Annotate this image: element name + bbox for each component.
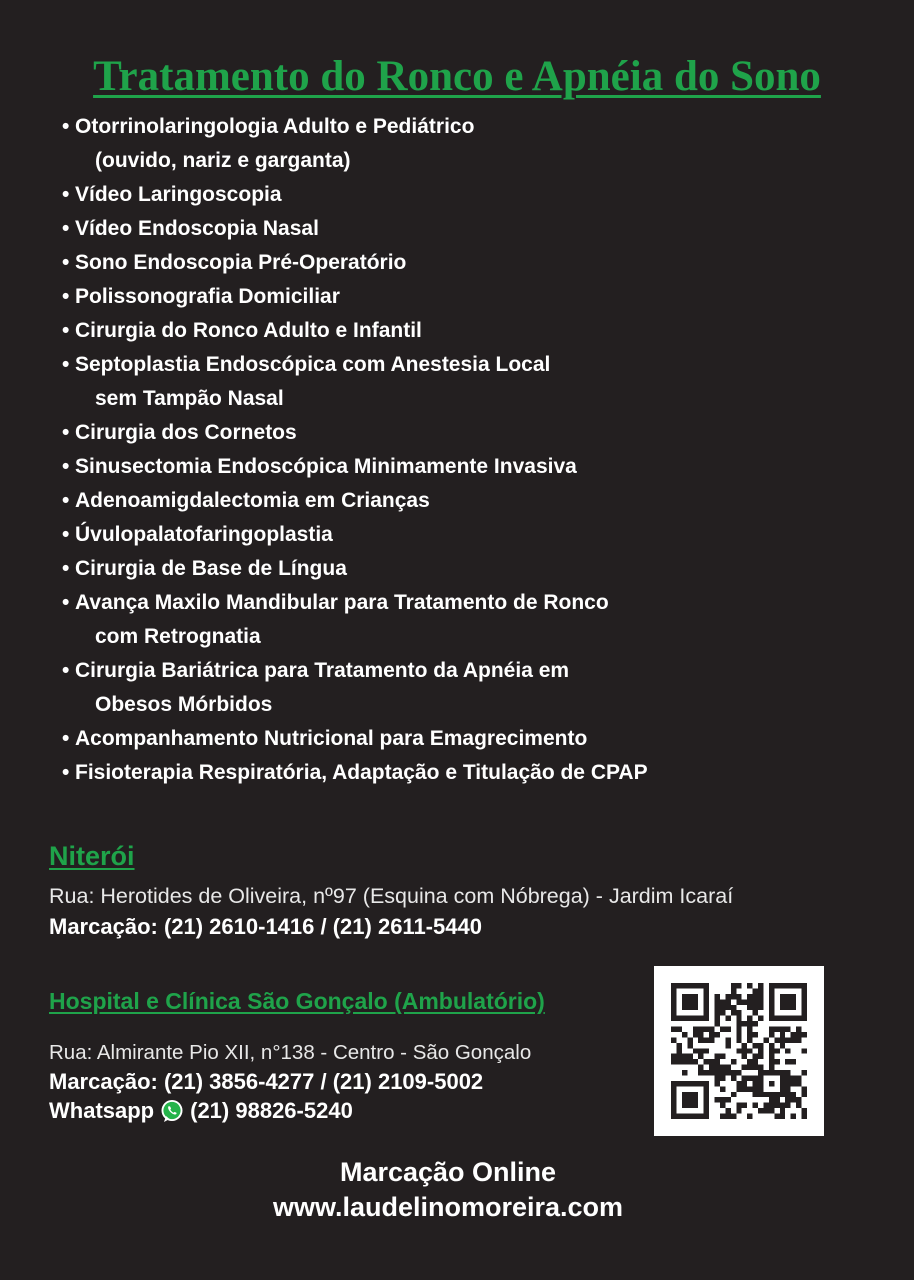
niteroi-phone: Marcação: (21) 2610-1416 / (21) 2611-5440 [49, 914, 482, 939]
whatsapp-label: Whatsapp [49, 1098, 155, 1123]
service-label: Avança Maxilo Mandibular para Tratamento de Ronco [75, 591, 609, 614]
service-label: Úvulopalatofaringoplastia [75, 523, 333, 546]
service-item [62, 314, 892, 348]
service-item [62, 212, 892, 246]
service-label: Septoplastia Endoscópica com Anestesia Local [75, 353, 551, 376]
service-item [62, 552, 892, 586]
qr-code [654, 966, 824, 1136]
service-label: Sono Endoscopia Pré-Operatório [75, 251, 407, 274]
service-item [62, 586, 892, 654]
service-label: Fisioterapia Respiratória, Adaptação e Titulação de CPAP [75, 761, 648, 784]
service-label-continuation: (ouvido, nariz e garganta) [95, 149, 351, 172]
service-item [62, 722, 892, 756]
website-link[interactable]: www.laudelinomoreira.com [272, 1192, 624, 1222]
service-label: Acompanhamento Nutricional para Emagrecimento [75, 727, 588, 750]
service-label: Vídeo Laringoscopia [75, 183, 282, 206]
services-list [62, 110, 892, 790]
service-item [62, 280, 892, 314]
service-item [62, 756, 892, 790]
service-item [62, 416, 892, 450]
service-item [62, 654, 892, 722]
service-label: Sinusectomia Endoscópica Minimamente Invasiva [75, 455, 577, 478]
whatsapp-number: (21) 98826-5240 [190, 1098, 353, 1123]
service-item [62, 178, 892, 212]
service-item [62, 518, 892, 552]
service-label: Cirurgia dos Cornetos [75, 421, 297, 444]
service-item [62, 110, 892, 178]
sao-goncalo-phone: Marcação: (21) 3856-4277 / (21) 2109-5002 [49, 1069, 484, 1094]
service-label-continuation: Obesos Mórbidos [95, 693, 273, 716]
service-label: Vídeo Endoscopia Nasal [75, 217, 319, 240]
sao-goncalo-title: Hospital e Clínica São Gonçalo (Ambulatório) [49, 988, 545, 1014]
service-label-continuation: com Retrognatia [95, 625, 261, 648]
service-item [62, 484, 892, 518]
online-booking-title: Marcação Online [339, 1157, 557, 1187]
niteroi-title: Niterói [49, 841, 135, 871]
service-label: Polissonografia Domiciliar [75, 285, 340, 308]
service-label: Cirurgia Bariátrica para Tratamento da Apnéia em [75, 659, 570, 682]
service-label: Adenoamigdalectomia em Crianças [75, 489, 430, 512]
niteroi-address: Rua: Herotides de Oliveira, nº97 (Esquina com Nóbrega) - Jardim Icaraí [49, 884, 734, 908]
service-label: Cirurgia do Ronco Adulto e Infantil [75, 319, 422, 342]
service-label: Otorrinolaringologia Adulto e Pediátrico [75, 115, 475, 138]
service-label: Cirurgia de Base de Língua [75, 557, 347, 580]
service-item [62, 246, 892, 280]
service-label-continuation: sem Tampão Nasal [95, 387, 284, 410]
whatsapp-contact [49, 1098, 353, 1124]
service-item [62, 348, 892, 416]
whatsapp-icon [159, 1098, 185, 1124]
page-title: Tratamento do Ronco e Apnéia do Sono [93, 53, 821, 100]
service-item [62, 450, 892, 484]
sao-goncalo-address: Rua: Almirante Pio XII, n°138 - Centro - São Gonçalo [49, 1041, 532, 1064]
